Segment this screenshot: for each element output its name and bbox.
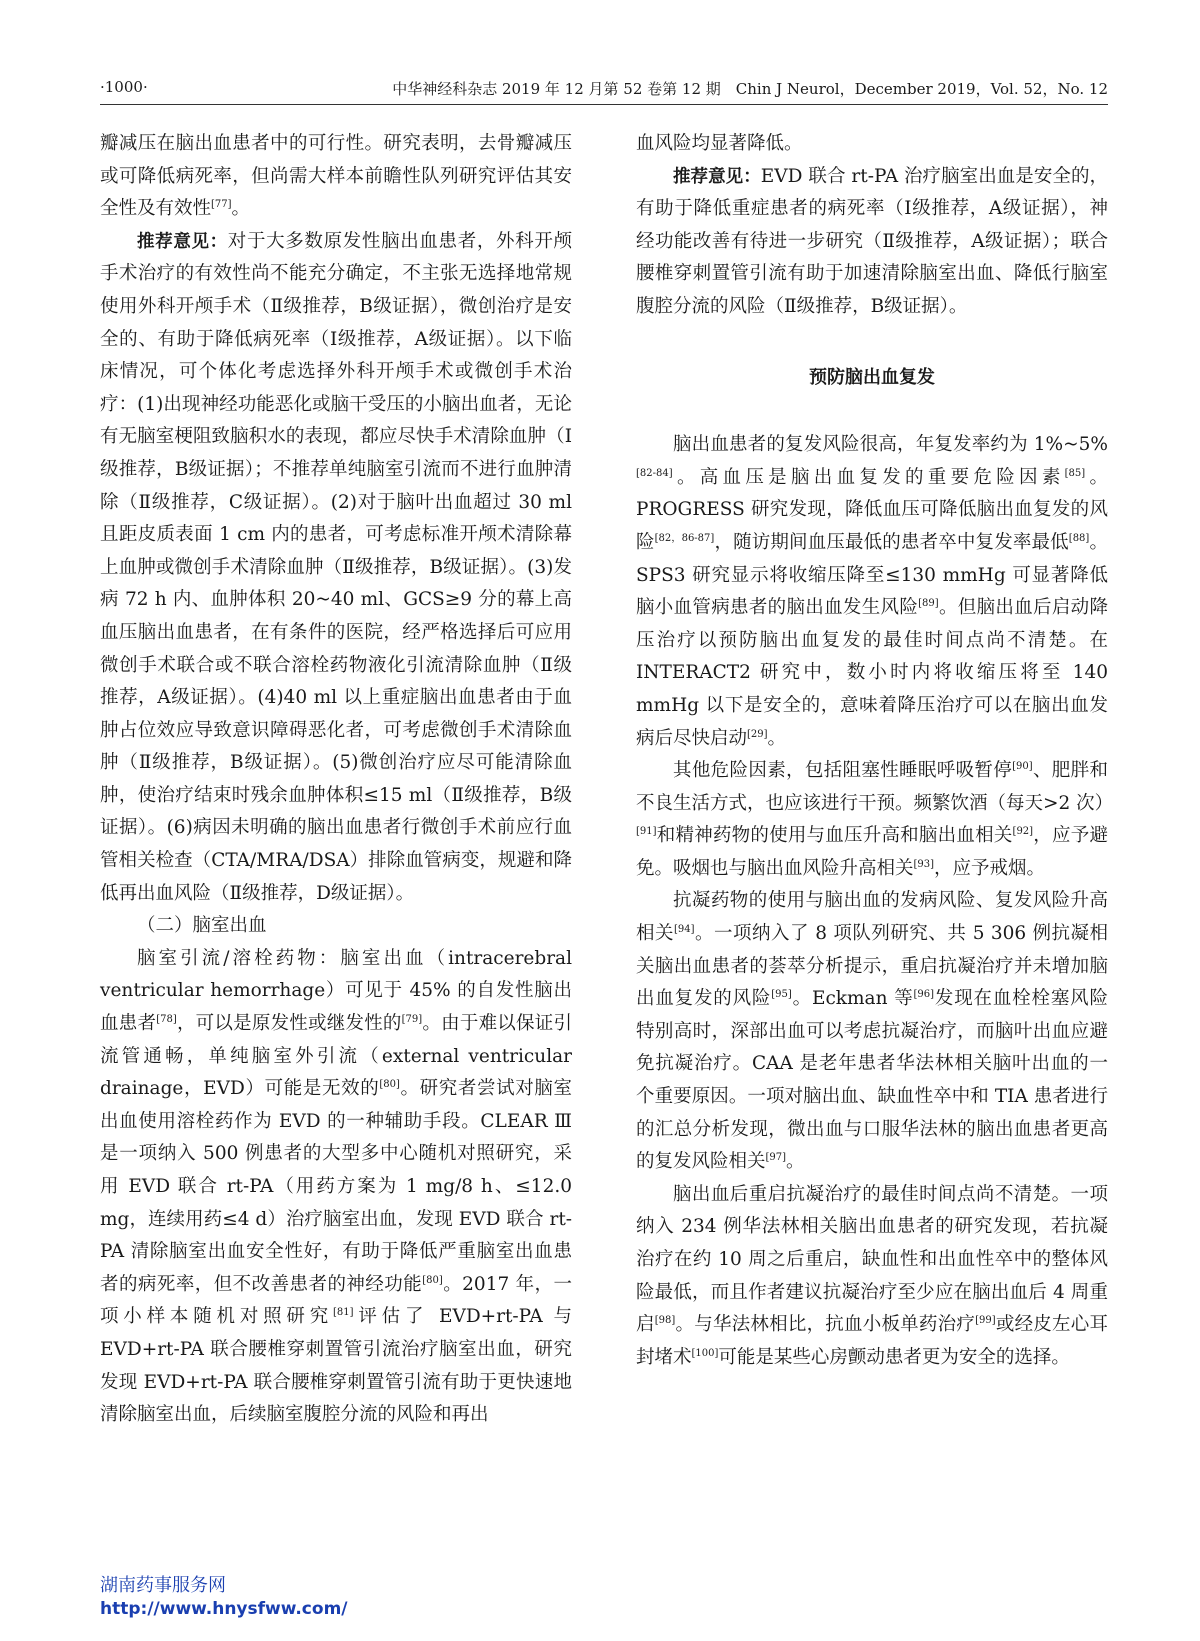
recommendation-paragraph: 推荐意见：对于大多数原发性脑出血患者，外科开颅手术治疗的有效性尚不能充分确定，不主张无选择地常规使用外科开颅手术（Ⅱ级推荐，B级证据），微创治疗是安全的、有助于降低病死率（Ⅰ级推荐，A级证据）。以下临床情况，可个体化考虑选择外科开颅手术或微创手术治疗：(1)出现神经功能恶化或脑干受压的小脑出血者，无论有无脑室梗阻致脑积水的表现，都应尽快手术清除血肿（Ⅰ级推荐，B级证据）；不推荐单纯脑室引流而不进行血肿清除（Ⅱ级推荐，C级证据）。(2)对于脑叶出血超过 30 ml 且距皮质表面 1 cm 内的患者，可考虑标准开颅术清除幕上血肿或微创手术清除血肿（Ⅱ级推荐，B级证据）。(3)发病 72 h 内、血肿体积 20~40 ml、GCS≥9 分的幕上高血压脑出血患者，在有条件的医院，经严格选择后可应用微创手术联合或不联合溶栓药物液化引流清除血肿（Ⅱ级推荐，A级证据）。(4)40 ml 以上重症脑出血患者由于血肿占位效应导致意识障碍恶化者，可考虑微创手术清除血肿（Ⅱ级推荐，B级证据）。(5)微创治疗应尽可能清除血肿，使治疗结束时残余血肿体积≤15 ml（Ⅱ级推荐，B级证据）。(6)病因未明确的脑出血患者行微创手术前应行血管相关检查（CTA/MRA/DSA）排除血管病变，规避和降低再出血风险（Ⅱ级推荐，D级证据）。 bbox=[100, 230, 572, 904]
recommendation-label: 推荐意见： bbox=[673, 166, 761, 187]
running-header bbox=[100, 74, 1108, 105]
journal-citation: 中华神经科杂志 2019 年 12 月第 52 卷第 12 期 Chin J Neurol，December 2019，Vol. 52，No. 12 bbox=[392, 80, 1108, 98]
watermark bbox=[100, 1574, 348, 1620]
recommendation-paragraph: 推荐意见：EVD 联合 rt-PA 治疗脑室出血是安全的，有助于降低重症患者的病死率（Ⅰ级推荐，A级证据），神经功能改善有待进一步研究（Ⅱ级推荐，A级证据）；联合腰椎穿刺置管引流有助于加速清除脑室出血、降低行脑室腹腔分流的风险（Ⅱ级推荐，B级证据）。 bbox=[636, 165, 1109, 317]
citation-ref: [88] bbox=[1068, 532, 1090, 544]
paragraph: 脑出血后重启抗凝治疗的最佳时间点尚不清楚。一项纳入 234 例华法林相关脑出血患者的研究发现，若抗凝治疗在约 10 周之后重启，缺血性和出血性卒中的整体风险最低，而且作者建议抗凝治疗至少应在脑出血后 4 周重启[98]。与华法林相比，抗血小板单药治疗[99]或经皮左心耳封堵术[100]可能是某些心房颤动患者更为安全的选择。 bbox=[636, 1183, 1108, 1368]
recommendation-label: 推荐意见： bbox=[137, 231, 228, 252]
citation-ref: [96] bbox=[913, 989, 935, 1001]
paragraph: 脑出血患者的复发风险很高，年复发率约为 1%~5%[82-84]。高血压是脑出血复发的重要危险因素[85]。PROGRESS 研究发现，降低血压可降低脑出血复发的风险[82，86-87]，随访期间血压最低的患者卒中复发率最低[88]。SPS3 研究显示将收缩压降至≤130 mmHg 可显著降低脑小血管病患者的脑出血发生风险[89]。但脑出血后启动降压治疗以预防脑出血复发的最佳时间点尚不清楚。在 INTERACT2 研究中，数小时内将收缩压将至 140 mmHg 以下是安全的，意味着降压治疗可以在脑出血发病后尽快启动[29]。 bbox=[636, 434, 1108, 749]
citation-ref: [94] bbox=[673, 924, 695, 936]
paragraph: 抗凝药物的使用与脑出血的发病风险、复发风险升高相关[94]。一项纳入了 8 项队列研究、共 5 306 例抗凝相关脑出血患者的荟萃分析提示，重启抗凝治疗并未增加脑出血复发的风险[95]。Eckman 等[96]发现在血栓栓塞风险特别高时，深部出血可以考虑抗凝治疗，而脑叶出血应避免抗凝治疗。CAA 是老年患者华法林相关脑叶出血的一个重要原因。一项对脑出血、缺血性卒中和 TIA 患者进行的汇总分析发现，微出血与口服华法林的脑出血患者更高的复发风险相关[97]。 bbox=[636, 890, 1108, 1173]
citation-ref: [98] bbox=[654, 1315, 676, 1327]
citation-ref: [91] bbox=[636, 826, 657, 838]
citation-ref: [90] bbox=[1012, 761, 1033, 773]
citation-ref: [78] bbox=[156, 1014, 177, 1026]
citation-ref: [99] bbox=[975, 1315, 996, 1327]
citation-ref: [79] bbox=[401, 1014, 423, 1026]
citation-ref: [92] bbox=[1012, 826, 1034, 838]
citation-ref: [82，86-87] bbox=[654, 532, 715, 544]
citation-ref: [95] bbox=[771, 989, 792, 1001]
citation-ref: [82-84] bbox=[636, 467, 673, 479]
citation-ref: [80] bbox=[379, 1079, 400, 1091]
subsection-heading: （二）脑室出血 bbox=[137, 915, 267, 937]
watermark-url-link[interactable]: http://www.hnysfww.com/ bbox=[100, 1599, 348, 1619]
citation-ref: [89] bbox=[918, 598, 939, 610]
left-column bbox=[100, 128, 572, 1432]
citation-ref: [29] bbox=[747, 728, 768, 740]
citation-ref: [81] bbox=[333, 1307, 354, 1319]
citation-ref: [77] bbox=[211, 199, 232, 211]
citation-ref: [93] bbox=[913, 858, 935, 870]
citation-ref: [97] bbox=[765, 1152, 787, 1164]
watermark-site-name: 湖南药事服务网 bbox=[100, 1575, 226, 1596]
citation-ref: [80] bbox=[422, 1274, 443, 1286]
paragraph: 瓣减压在脑出血患者中的可行性。研究表明，去骨瓣减压或可降低病死率，但尚需大样本前瞻性队列研究评估其安全性及有效性[77]。 bbox=[100, 133, 572, 220]
paragraph: 血风险均显著降低。 bbox=[636, 133, 803, 154]
page-number: ·1000· bbox=[100, 78, 148, 96]
right-column bbox=[636, 128, 1114, 1374]
paragraph: 其他危险因素，包括阻塞性睡眠呼吸暂停[90]、肥胖和不良生活方式，也应该进行干预。频繁饮酒（每天>2 次）[91]和精神药物的使用与血压升高和脑出血相关[92]，应予避免。吸烟也与脑出血风险升高相关[93]，应予戒烟。 bbox=[636, 760, 1114, 879]
citation-ref: [85] bbox=[1064, 467, 1086, 479]
section-heading: 预防脑出血复发 bbox=[809, 366, 935, 388]
citation-ref: [100] bbox=[691, 1347, 719, 1359]
paragraph: 脑室引流/溶栓药物：脑室出血（intracerebral ventricular hemorrhage）可见于 45% 的自发性脑出血患者[78]，可以是原发性或继发性的[79]。由于难以保证引流管通畅，单纯脑室外引流（external ventricular drainage，EVD）可能是无效的[80]。研究者尝试对脑室出血使用溶栓药作为 EVD 的一种辅助手段。CLEAR Ⅲ是一项纳入 500 例患者的大型多中心随机对照研究，采用 EVD 联合 rt-PA（用药方案为 1 mg/8 h、≤12.0 mg，连续用药≤4 d）治疗脑室出血，发现 EVD 联合 rt-PA 清除脑室出血安全性好，有助于降低严重脑室出血患者的病死率，但不改善患者的神经功能[80]。2017 年，一项小样本随机对照研究[81]评估了 EVD+rt-PA 与 EVD+rt-PA 联合腰椎穿刺置管引流治疗脑室出血，研究发现 EVD+rt-PA 联合腰椎穿刺置管引流有助于更快速地清除脑室出血，后续脑室腹腔分流的风险和再出 bbox=[100, 947, 572, 1426]
